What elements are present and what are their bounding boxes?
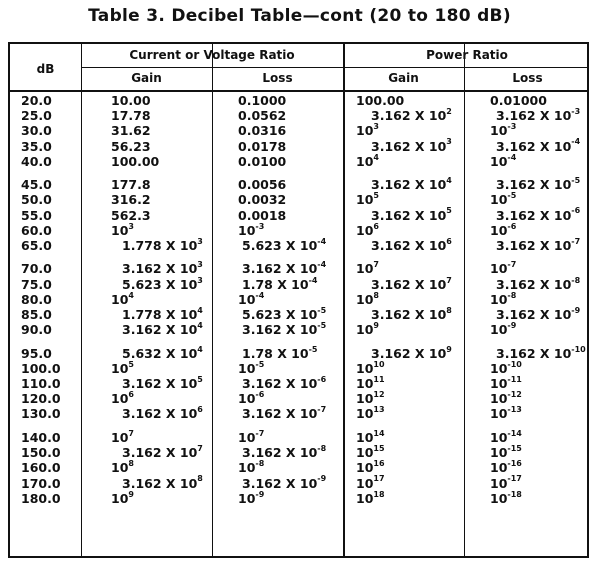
table-row	[10, 322, 587, 337]
table-row	[10, 223, 587, 238]
cell-current-loss: 3.162 X $10^{-9}$	[242, 474, 327, 491]
table-row	[10, 361, 587, 376]
cell-db: 160.0	[21, 460, 61, 476]
cell-power-gain: 3.162 X $10^4$	[371, 176, 452, 193]
cell-power-loss: 3.162 X $10^{-5}$	[496, 176, 581, 193]
cell-power-loss: $10^{-18}$	[490, 489, 522, 506]
cell-current-loss: $10^{-7}$	[238, 428, 265, 445]
cell-current-loss: $10^{-6}$	[238, 390, 265, 407]
cell-db: 65.0	[21, 237, 52, 253]
page-title: Table 3. Decibel Table—cont (20 to 180 dB)	[88, 6, 511, 26]
table-row	[10, 139, 587, 154]
cell-current-gain: $10^3$	[111, 221, 134, 238]
cell-power-loss: $10^{-6}$	[490, 221, 517, 238]
cell-power-loss: 3.162 X $10^{-3}$	[496, 107, 581, 124]
cell-db: 55.0	[21, 207, 52, 223]
cell-current-loss: 5.623 X $10^{-5}$	[242, 305, 327, 323]
cell-current-gain: 3.162 X $10^7$	[122, 443, 203, 461]
cell-current-loss: $10^{-8}$	[238, 459, 265, 476]
cell-power-loss: $10^{-14}$	[490, 428, 522, 445]
cell-current-loss: 0.0018	[238, 207, 287, 223]
cell-current-loss: 1.78 X $10^{-5}$	[242, 344, 318, 361]
table-row	[10, 192, 587, 207]
table-row	[10, 445, 587, 460]
cell-db: 80.0	[21, 291, 52, 307]
cell-power-loss: 3.162 X $10^{-6}$	[496, 206, 581, 223]
cell-power-gain: $10^{18}$	[356, 489, 385, 506]
cell-db: 120.0	[21, 391, 61, 407]
cell-current-gain: 3.162 X $10^8$	[122, 474, 203, 491]
cell-power-gain: $10^{15}$	[356, 443, 385, 461]
header-divider	[81, 67, 587, 68]
table-row	[10, 491, 587, 506]
cell-db: 45.0	[21, 177, 52, 193]
cell-power-loss: $10^{-13}$	[490, 405, 522, 422]
cell-power-loss: $10^{-8}$	[490, 290, 517, 307]
table-row	[10, 177, 587, 192]
cell-db: 60.0	[21, 222, 52, 238]
cell-current-gain: $10^8$	[111, 459, 134, 476]
cell-db: 170.0	[21, 475, 61, 491]
cell-power-loss: 3.162 X $10^{-4}$	[496, 137, 581, 154]
cell-power-gain: 3.162 X $10^2$	[371, 107, 452, 124]
header-divider	[10, 90, 587, 92]
cell-power-gain: $10^{11}$	[356, 374, 385, 392]
cell-current-loss: 0.0178	[238, 138, 287, 154]
cell-power-loss: $10^{-3}$	[490, 122, 517, 139]
cell-current-gain: 316.2	[111, 192, 151, 208]
cell-power-loss: $10^{-16}$	[490, 459, 522, 476]
table-row	[10, 307, 587, 322]
cell-power-gain: $10^9$	[356, 321, 379, 338]
cell-current-loss: 3.162 X $10^{-8}$	[242, 443, 327, 461]
cell-power-loss: 0.01000	[490, 93, 547, 108]
header-cv-loss: Loss	[262, 71, 293, 85]
cell-db: 75.0	[21, 276, 52, 292]
cell-power-gain: 3.162 X $10^3$	[371, 137, 452, 154]
cell-current-gain: 1.778 X $10^3$	[122, 236, 203, 253]
table-row	[10, 376, 587, 391]
cell-power-loss: $10^{-7}$	[490, 260, 517, 277]
cell-power-gain: 3.162 X $10^5$	[371, 206, 452, 223]
cell-db: 85.0	[21, 307, 52, 323]
cell-power-gain: $10^6$	[356, 221, 379, 238]
table-row	[10, 123, 587, 138]
cell-db: 180.0	[21, 490, 61, 506]
header-current-voltage-ratio: Current or Voltage Ratio	[129, 48, 295, 62]
cell-current-gain: $10^4$	[111, 290, 134, 307]
header-power-gain: Gain	[388, 71, 419, 85]
cell-power-gain: $10^4$	[356, 152, 379, 169]
cell-current-gain: 3.162 X $10^6$	[122, 405, 203, 422]
cell-current-loss: 3.162 X $10^{-5}$	[242, 321, 327, 338]
cell-power-gain: 3.162 X $10^9$	[371, 344, 452, 361]
cell-power-gain: 100.00	[356, 93, 405, 108]
cell-db: 90.0	[21, 322, 52, 338]
cell-power-loss: 3.162 X $10^{-9}$	[496, 305, 581, 323]
cell-power-gain: $10^{12}$	[356, 390, 385, 407]
header-power-ratio: Power Ratio	[426, 48, 508, 62]
cell-current-gain: 5.623 X $10^3$	[122, 275, 203, 292]
header-db: dB	[36, 62, 55, 76]
cell-db: 50.0	[21, 192, 52, 208]
cell-db: 150.0	[21, 445, 61, 461]
cell-current-gain: 3.162 X $10^4$	[122, 321, 203, 338]
cell-power-gain: $10^5$	[356, 191, 379, 208]
cell-current-gain: 10.00	[111, 93, 151, 108]
table-row	[10, 292, 587, 307]
cell-power-loss: $10^{-15}$	[490, 443, 522, 461]
cell-power-loss: $10^{-9}$	[490, 321, 517, 338]
cell-current-loss: 0.0056	[238, 177, 287, 193]
cell-power-loss: 3.162 X $10^{-10}$	[496, 344, 586, 361]
cell-power-loss: 3.162 X $10^{-7}$	[496, 236, 581, 253]
table-row	[10, 460, 587, 475]
table-row	[10, 277, 587, 292]
decibel-table	[8, 42, 589, 558]
cell-power-gain: $10^{16}$	[356, 459, 385, 476]
cell-power-gain: 3.162 X $10^6$	[371, 236, 452, 253]
cell-current-loss: $10^{-5}$	[238, 359, 265, 376]
cell-current-gain: 31.62	[111, 123, 151, 139]
cell-current-gain: 3.162 X $10^5$	[122, 374, 203, 392]
cell-power-gain: 3.162 X $10^7$	[371, 275, 452, 292]
cell-current-gain: 3.162 X $10^3$	[122, 260, 203, 277]
cell-current-loss: 0.1000	[238, 93, 287, 108]
cell-db: 130.0	[21, 406, 61, 422]
cell-db: 35.0	[21, 138, 52, 154]
cell-current-loss: 3.162 X $10^{-7}$	[242, 405, 327, 422]
cell-current-gain: $10^9$	[111, 489, 134, 506]
table-row	[10, 406, 587, 421]
table-row	[10, 208, 587, 223]
table-row	[10, 108, 587, 123]
cell-current-gain: 1.778 X $10^4$	[122, 305, 203, 323]
cell-power-gain: $10^8$	[356, 290, 379, 307]
cell-db: 25.0	[21, 108, 52, 124]
cell-db: 95.0	[21, 345, 52, 361]
cell-current-loss: 1.78 X $10^{-4}$	[242, 275, 318, 292]
cell-db: 100.0	[21, 360, 61, 376]
cell-power-gain: $10^{17}$	[356, 474, 385, 491]
cell-power-gain: $10^{14}$	[356, 428, 385, 445]
cell-current-gain: 56.23	[111, 138, 151, 154]
cell-current-loss: 0.0562	[238, 108, 287, 124]
cell-db: 110.0	[21, 376, 61, 392]
cell-current-gain: 177.8	[111, 177, 151, 193]
cell-power-gain: $10^7$	[356, 260, 379, 277]
table-row	[10, 391, 587, 406]
cell-current-loss: 5.623 X $10^{-4}$	[242, 236, 327, 253]
cell-power-loss: $10^{-5}$	[490, 191, 517, 208]
table-row	[10, 346, 587, 361]
cell-power-loss: $10^{-10}$	[490, 359, 522, 376]
cell-power-gain: $10^{10}$	[356, 359, 385, 376]
cell-power-gain: $10^3$	[356, 122, 379, 139]
cell-power-loss: $10^{-12}$	[490, 390, 522, 407]
cell-current-loss: 3.162 X $10^{-6}$	[242, 374, 327, 392]
header-cv-gain: Gain	[131, 71, 162, 85]
cell-current-loss: 3.162 X $10^{-4}$	[242, 260, 327, 277]
table-row	[10, 261, 587, 276]
cell-current-gain: $10^6$	[111, 390, 134, 407]
cell-power-loss: $10^{-4}$	[490, 152, 517, 169]
cell-current-loss: 0.0100	[238, 153, 287, 169]
cell-current-gain: 100.00	[111, 153, 160, 169]
cell-power-gain: $10^{13}$	[356, 405, 385, 422]
table-body	[10, 93, 587, 506]
cell-current-loss: $10^{-4}$	[238, 290, 265, 307]
cell-power-loss: $10^{-17}$	[490, 474, 522, 491]
table-row	[10, 93, 587, 108]
cell-current-loss: $10^{-3}$	[238, 221, 265, 238]
cell-db: 40.0	[21, 153, 52, 169]
table-row	[10, 238, 587, 253]
cell-db: 140.0	[21, 429, 61, 445]
cell-current-gain: $10^7$	[111, 428, 134, 445]
cell-db: 30.0	[21, 123, 52, 139]
cell-db: 20.0	[21, 93, 52, 108]
cell-current-loss: 0.0316	[238, 123, 287, 139]
header-power-loss: Loss	[512, 71, 543, 85]
cell-current-loss: 0.0032	[238, 192, 287, 208]
cell-db: 70.0	[21, 261, 52, 277]
table-row	[10, 430, 587, 445]
cell-current-gain: $10^5$	[111, 359, 134, 376]
cell-power-gain: 3.162 X $10^8$	[371, 305, 452, 323]
cell-current-loss: $10^{-9}$	[238, 489, 265, 506]
cell-current-gain: 17.78	[111, 108, 151, 124]
table-row	[10, 154, 587, 169]
cell-current-gain: 562.3	[111, 207, 151, 223]
table-row	[10, 476, 587, 491]
cell-current-gain: 5.632 X $10^4$	[122, 344, 203, 361]
cell-power-loss: $10^{-11}$	[490, 374, 522, 392]
cell-power-loss: 3.162 X $10^{-8}$	[496, 275, 581, 292]
